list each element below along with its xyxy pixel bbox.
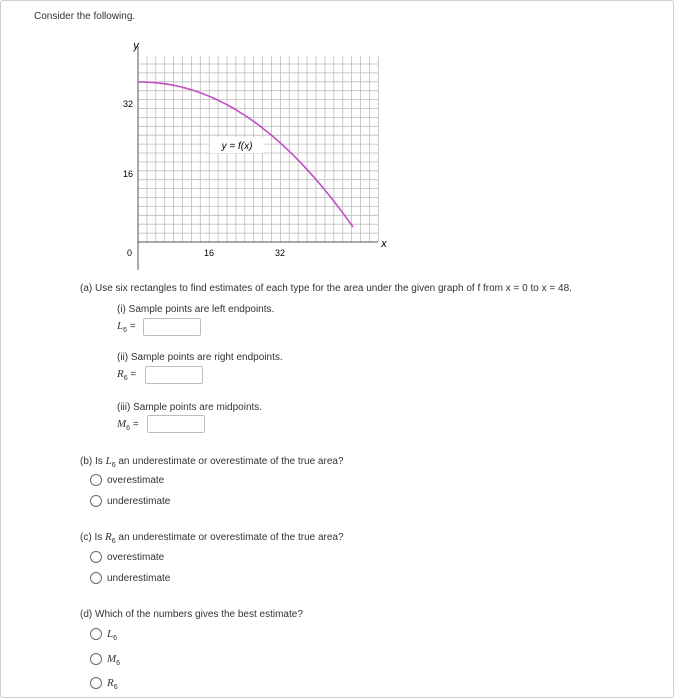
part-c-radio-overestimate[interactable] [90,551,102,563]
part-b-radio-underestimate[interactable] [90,495,102,507]
part-d-option-r6[interactable]: $R_6$ [107,677,118,691]
part-c-option-underestimate[interactable]: underestimate [107,573,171,584]
part-d-prompt: (d) Which of the numbers gives the best estimate? [80,609,303,620]
part-d-option-l6[interactable]: $L_6$ [107,628,118,642]
origin-label: 0 [126,248,132,258]
r6-input[interactable] [145,366,203,384]
x-tick-32: 32 [274,248,286,258]
part-a-prompt: (a) Use six rectangles to find estimates of each type for the area under the given graph of f from x = 0 to x = 48. [80,283,572,294]
part-a-iii-label: (iii) Sample points are midpoints. [117,402,263,413]
part-c-prompt: (c) Is $R_6$ an underestimate or overestimate of the true area? [80,531,344,545]
function-graph [100,34,400,274]
part-b-radio-overestimate[interactable] [90,474,102,486]
part-b-prompt: (b) Is $L_6$ an underestimate or overestimate of the true area? [80,455,344,469]
l6-label: $L_6$ = [117,320,136,334]
y-tick-16: 16 [122,169,133,179]
x-tick-16: 16 [203,248,215,258]
page-title: Consider the following. [34,11,136,22]
y-tick-32: 32 [122,99,133,109]
part-b-option-overestimate[interactable]: overestimate [107,475,165,486]
part-d-radio-m6[interactable] [90,653,102,665]
part-b-option-underestimate[interactable]: underestimate [107,496,171,507]
m6-input[interactable] [147,415,205,433]
function-curve [138,82,353,227]
r6-label: $R_6$ = [117,368,137,382]
part-a-i-label: (i) Sample points are left endpoints. [117,304,275,315]
m6-label: $M_6$ = [117,418,139,432]
part-c-option-overestimate[interactable]: overestimate [107,552,165,563]
part-c-radio-underestimate[interactable] [90,572,102,584]
curve-label: y = f(x) [221,141,253,152]
x-axis-label: x [381,238,387,250]
y-axis-label: y [133,40,139,52]
part-d-option-m6[interactable]: $M_6$ [107,653,121,667]
l6-input[interactable] [143,318,201,336]
part-d-radio-l6[interactable] [90,628,102,640]
part-d-radio-r6[interactable] [90,677,102,689]
part-a-ii-label: (ii) Sample points are right endpoints. [117,352,283,363]
